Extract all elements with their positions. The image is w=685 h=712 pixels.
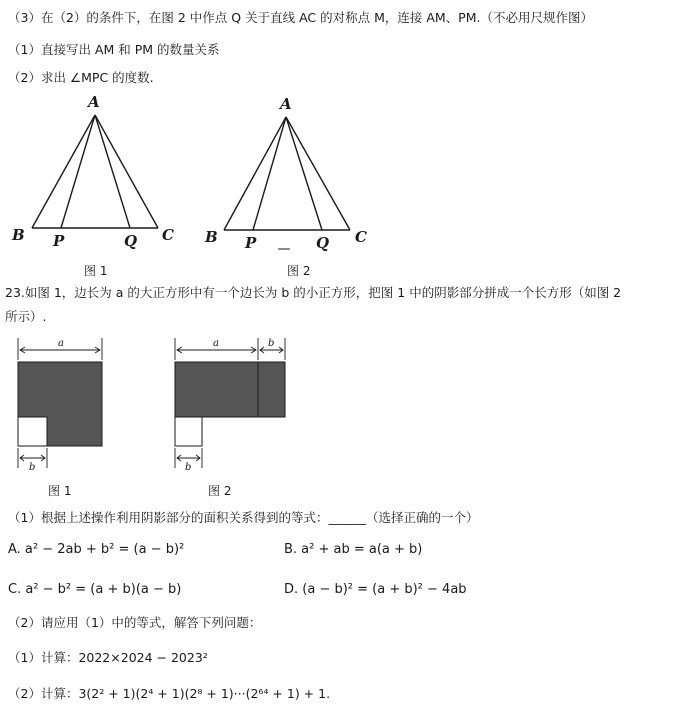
q22-sub1-text: （1）直接写出 AM 和 PM 的数量关系: [8, 42, 220, 57]
fig4-label-a: a: [213, 338, 219, 349]
fig4-caption: 图 2: [208, 484, 232, 498]
fig3-label-b: b: [29, 462, 36, 473]
fig1-label-Q: Q: [124, 232, 138, 250]
q23-intro-line1: 23.如图 1，边长为 a 的大正方形中有一个边长为 b 的小正方形，把图 1 中的阴影部分拼成一个长方形（如图 2: [5, 285, 622, 300]
fig1-label-C: C: [162, 226, 174, 244]
option-b: B. a² + ab = a(a + b): [284, 542, 423, 557]
option-d: D. (a − b)² = (a + b)² − 4ab: [284, 582, 467, 597]
fig1-label-P: P: [53, 232, 65, 250]
fig4-label-b: b: [268, 338, 275, 349]
fig2-label-C: C: [355, 228, 367, 246]
fig3-caption: 图 1: [48, 484, 72, 498]
q23-intro-line2: 所示）.: [5, 309, 47, 324]
q22-part3-text: （3）在（2）的条件下，在图 2 中作点 Q 关于直线 AC 的对称点 M，连接 AM、PM.（不必用尺规作图）: [8, 10, 593, 25]
fig1-label-B: B: [12, 226, 25, 244]
fig1-label-A: A: [88, 93, 100, 111]
option-c: C. a² − b² = (a + b)(a − b): [8, 582, 182, 597]
q22-sub2-text: （2）求出 ∠MPC 的度数.: [8, 70, 154, 85]
q23-calc1-text: （1）计算：2022×2024 − 2023²: [8, 650, 208, 665]
fig2-label-A: A: [280, 95, 292, 113]
fig4-label-b-bottom: b: [185, 462, 192, 473]
q23-part1-text: （1）根据上述操作利用阴影部分的面积关系得到的等式：______（选择正确的一个）: [8, 510, 479, 525]
fig2-label-P: P: [245, 234, 257, 252]
rectangle-figure-2: [175, 338, 285, 473]
square-figure-1: [18, 338, 102, 473]
fig2-caption: 图 2: [287, 264, 311, 278]
fig2-label-Q: Q: [316, 234, 330, 252]
q23-calc2-text: （2）计算：3(2² + 1)(2⁴ + 1)(2⁸ + 1)···(2⁶⁴ + 1) + 1.: [8, 686, 331, 701]
fig1-caption: 图 1: [84, 264, 108, 278]
fig3-label-a: a: [58, 338, 64, 349]
fig2-label-B: B: [205, 228, 218, 246]
option-a: A. a² − 2ab + b² = (a − b)²: [8, 542, 185, 557]
q23-part2-text: （2）请应用（1）中的等式，解答下列问题：: [8, 615, 262, 630]
